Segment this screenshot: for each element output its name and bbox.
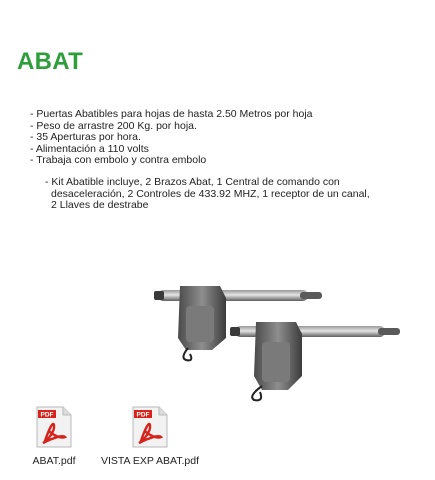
- pdf-icon-text: PDF: [40, 411, 54, 419]
- feature-item: - Alimentación a 110 volts: [30, 142, 149, 155]
- feature-list: [30, 109, 313, 167]
- file-link-abat-pdf[interactable]: [0, 405, 109, 467]
- pdf-icon-text: PDF: [136, 411, 150, 419]
- feature-item: - Trabaja con embolo y contra embolo: [30, 154, 207, 166]
- pdf-icon: [35, 405, 73, 449]
- kit-line: 2 Llaves de destrabe: [51, 199, 149, 211]
- kit-description: [45, 177, 385, 212]
- kit-line: - Kit Abatible incluye, 2 Brazos Abat, 1 Central de comando con: [45, 176, 340, 188]
- file-label[interactable]: VISTA EXP ABAT.pdf: [100, 455, 200, 467]
- gate-opener-product-image: [150, 278, 415, 403]
- feature-item: - Puertas Abatibles para hojas de hasta 2.50 Metros por hoja: [30, 108, 313, 120]
- file-link-vista-exp-abat-pdf[interactable]: [95, 405, 205, 467]
- file-label[interactable]: ABAT.pdf: [32, 455, 76, 467]
- page-title: ABAT: [17, 48, 84, 75]
- feature-item: - Peso de arrastre 200 Kg. por hoja.: [30, 119, 197, 132]
- kit-line: desaceleración, 2 Controles de 433.92 MHZ, 1 receptor de un canal,: [51, 187, 370, 200]
- feature-item: - 35 Aperturas por hora.: [30, 131, 141, 143]
- actuator-front: [230, 322, 400, 400]
- pdf-icon: [131, 405, 169, 449]
